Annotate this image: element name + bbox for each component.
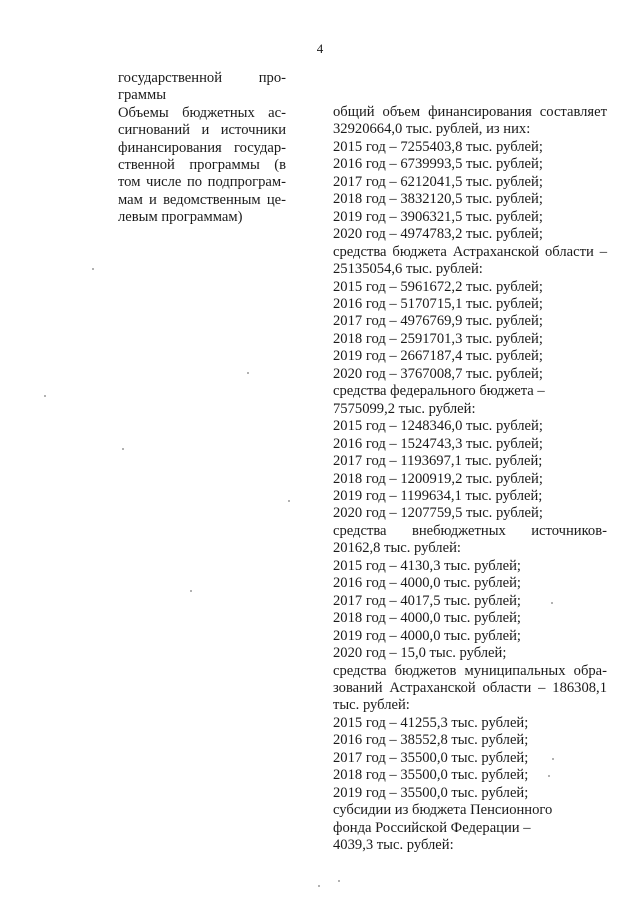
financing-line: средства федерального бюджета –: [333, 383, 545, 400]
financing-line: 4039,3 тыс. рублей:: [333, 837, 454, 854]
financing-line: фонда Российской Федерации –: [333, 819, 531, 836]
financing-line: 2016 год – 1524743,3 тыс. рублей;: [333, 435, 543, 452]
financing-line: 32920664,0 тыс. рублей, из них:: [333, 121, 531, 138]
financing-line: 2020 год – 1207759,5 тыс. рублей;: [333, 505, 543, 522]
scan-speck: [318, 885, 320, 887]
scan-speck: [122, 448, 124, 450]
financing-line: субсидии из бюджета Пенсионного: [333, 802, 553, 819]
financing-line: средства бюджета Астраханской области –: [333, 243, 607, 260]
financing-line: тыс. рублей:: [333, 697, 410, 714]
financing-line: 2017 год – 4976769,9 тыс. рублей;: [333, 313, 543, 330]
scan-speck: [44, 395, 46, 397]
left-line: государственной про-: [118, 70, 286, 86]
scan-speck: [551, 602, 553, 604]
left-line: сигнований и источники: [118, 122, 286, 139]
financing-line: 2019 год – 4000,0 тыс. рублей;: [333, 627, 521, 644]
left-line: том числе по подпрограм-: [118, 174, 286, 191]
financing-line: 2017 год – 35500,0 тыс. рублей;: [333, 749, 529, 766]
financing-line: 2018 год – 1200919,2 тыс. рублей;: [333, 470, 543, 487]
financing-line: 2016 год – 4000,0 тыс. рублей;: [333, 575, 521, 592]
financing-line: 2019 год – 35500,0 тыс. рублей;: [333, 784, 529, 801]
left-line: мам и ведомственным це-: [118, 191, 286, 208]
financing-line: 2019 год – 1199634,1 тыс. рублей;: [333, 487, 543, 504]
left-line: ственной программы (в: [118, 157, 286, 174]
financing-line: средства внебюджетных источников-: [333, 522, 607, 539]
financing-line: 2016 год – 6739993,5 тыс. рублей;: [333, 156, 543, 173]
financing-line: 2015 год – 1248346,0 тыс. рублей;: [333, 418, 543, 435]
financing-line: 2016 год – 5170715,1 тыс. рублей;: [333, 295, 543, 312]
scan-speck: [552, 758, 554, 760]
financing-line: 2015 год – 5961672,2 тыс. рублей;: [333, 278, 543, 295]
scan-speck: [338, 880, 340, 882]
financing-line: 2016 год – 38552,8 тыс. рублей;: [333, 732, 529, 749]
scan-speck: [548, 775, 550, 777]
financing-line: 2015 год – 7255403,8 тыс. рублей;: [333, 138, 543, 155]
left-line: граммы: [118, 87, 167, 104]
scan-speck: [190, 590, 192, 592]
financing-line: 2018 год – 2591701,3 тыс. рублей;: [333, 330, 543, 347]
financing-line: 25135054,6 тыс. рублей:: [333, 261, 483, 278]
scan-speck: [92, 268, 94, 270]
financing-line: 2015 год – 41255,3 тыс. рублей;: [333, 714, 529, 731]
page-number: 4: [316, 41, 324, 56]
financing-line: 2019 год – 2667187,4 тыс. рублей;: [333, 348, 543, 365]
left-line: финансирования государ-: [118, 139, 286, 156]
financing-line: 2020 год – 3767008,7 тыс. рублей;: [333, 365, 543, 382]
financing-line: 2017 год – 6212041,5 тыс. рублей;: [333, 173, 543, 190]
right-column-financing: [333, 104, 607, 854]
financing-line: 2019 год – 3906321,5 тыс. рублей;: [333, 208, 543, 225]
financing-line: 2017 год – 4017,5 тыс. рублей;: [333, 592, 521, 609]
left-line: Объемы бюджетных ас-: [118, 104, 286, 121]
financing-line: 2018 год – 35500,0 тыс. рублей;: [333, 767, 529, 784]
scan-speck: [288, 500, 290, 502]
financing-line: общий объем финансирования составляет: [333, 104, 607, 120]
financing-line: 2020 год – 4974783,2 тыс. рублей;: [333, 226, 543, 243]
financing-line: 2015 год – 4130,3 тыс. рублей;: [333, 557, 521, 574]
financing-line: средства бюджетов муниципальных обра-: [333, 662, 607, 679]
financing-line: зований Астраханской области – 186308,1: [333, 679, 607, 696]
scan-speck: [247, 372, 249, 374]
financing-line: 2018 год – 3832120,5 тыс. рублей;: [333, 191, 543, 208]
left-line: левым программам): [118, 209, 243, 226]
financing-line: 20162,8 тыс. рублей:: [333, 540, 461, 557]
financing-line: 2020 год – 15,0 тыс. рублей;: [333, 645, 507, 662]
left-column-label: [118, 70, 286, 227]
financing-line: 7575099,2 тыс. рублей:: [333, 400, 476, 417]
financing-line: 2018 год – 4000,0 тыс. рублей;: [333, 610, 521, 627]
financing-line: 2017 год – 1193697,1 тыс. рублей;: [333, 453, 543, 470]
